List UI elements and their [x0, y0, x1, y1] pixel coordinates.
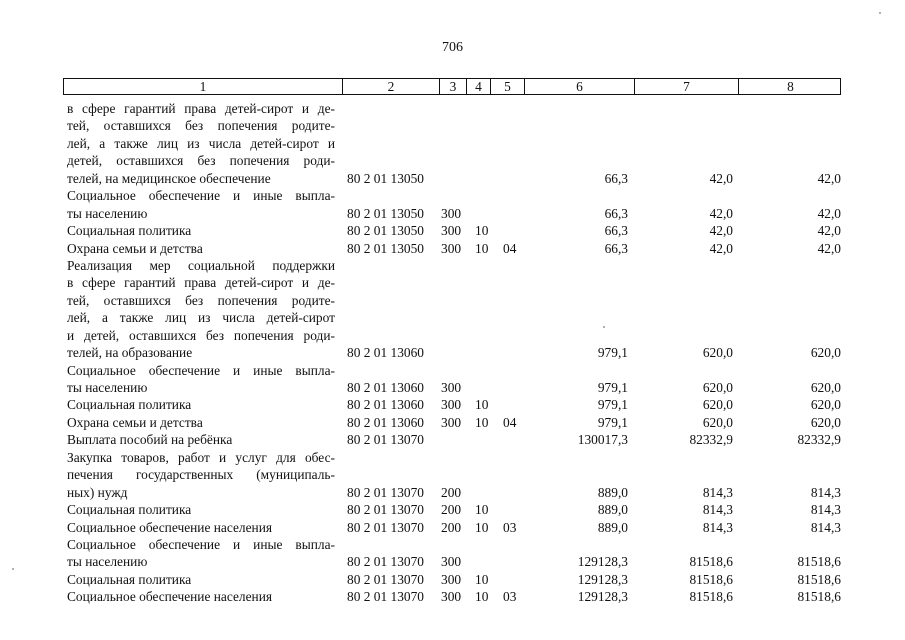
- table-row: [0, 431, 905, 448]
- row-value-col8: 814,3: [810, 519, 841, 535]
- row-value-col6: 979,1: [597, 380, 628, 395]
- row-expense-type: 300: [441, 380, 462, 395]
- row-value-col8: 620,0: [810, 414, 841, 430]
- table-row: [0, 257, 905, 274]
- table-row: [0, 205, 905, 222]
- row-value-col6: 889,0: [597, 502, 628, 518]
- row-section: 10: [475, 414, 489, 430]
- table-row: [0, 519, 905, 536]
- row-expense-type: 300: [441, 240, 462, 256]
- row-value-col8: 814,3: [810, 484, 841, 500]
- row-code: 80 2 01 13050: [347, 240, 424, 256]
- table-row: [0, 396, 905, 413]
- table-row: [0, 100, 905, 117]
- row-value-col8: 620,0: [810, 345, 841, 361]
- row-name: тей, оставшихся без попечения родите-: [67, 292, 335, 308]
- row-name: Охрана семьи и детства: [67, 414, 203, 430]
- row-name: ты населению: [67, 380, 148, 395]
- row-value-col8: 81518,6: [797, 589, 841, 605]
- table-row: [0, 135, 905, 152]
- row-name: ты населению: [67, 205, 148, 221]
- table-row: [0, 362, 905, 379]
- table-row: [0, 170, 905, 187]
- row-section: 10: [475, 502, 489, 518]
- table-row: [0, 240, 905, 257]
- row-value-col8: 81518,6: [797, 571, 841, 587]
- table-header: [63, 78, 841, 95]
- header-col-8: 8: [787, 79, 794, 94]
- row-name: и детей, оставшихся без попечения роди-: [67, 327, 335, 343]
- row-subsection: 04: [503, 240, 517, 256]
- table-row: [0, 449, 905, 466]
- row-value-col6: 129128,3: [577, 554, 628, 570]
- row-value-col7: 620,0: [702, 380, 733, 395]
- row-section: 10: [475, 589, 489, 605]
- row-code: 80 2 01 13070: [347, 432, 424, 448]
- row-name: Социальное обеспечение населения: [67, 519, 273, 535]
- table-row: [0, 588, 905, 605]
- row-value-col8: 42,0: [817, 223, 841, 239]
- row-name: лей, а также лиц из числа детей-сирот: [67, 310, 335, 326]
- row-name: Социальное обеспечение и иные выпла-: [67, 188, 335, 204]
- row-expense-type: 300: [441, 554, 462, 570]
- row-value-col7: 42,0: [709, 205, 733, 221]
- row-code: 80 2 01 13060: [347, 414, 424, 430]
- row-value-col6: 979,1: [597, 397, 628, 413]
- row-value-col6: 979,1: [597, 414, 628, 430]
- row-value-col8: 42,0: [817, 205, 841, 221]
- table-row: [0, 536, 905, 553]
- row-expense-type: 300: [441, 205, 462, 221]
- table-row: [0, 466, 905, 483]
- row-section: 10: [475, 519, 489, 535]
- row-name: Социальное обеспечение населения: [67, 589, 273, 605]
- row-section: 10: [475, 223, 489, 239]
- table-row: [0, 553, 905, 570]
- row-value-col7: 42,0: [709, 223, 733, 239]
- row-expense-type: 300: [441, 589, 462, 605]
- row-code: 80 2 01 13070: [347, 589, 424, 605]
- table-row: [0, 414, 905, 431]
- row-name: Социальное обеспечение и иные выпла-: [67, 362, 335, 378]
- row-code: 80 2 01 13050: [347, 170, 424, 186]
- table-row: [0, 327, 905, 344]
- row-name: ных) нужд: [67, 484, 128, 500]
- row-name: Социальная политика: [67, 571, 192, 587]
- row-value-col8: 620,0: [810, 380, 841, 395]
- header-col-6: 6: [525, 79, 635, 94]
- header-col-1: 1: [64, 79, 343, 94]
- row-value-col6: 66,3: [604, 205, 628, 221]
- row-code: 80 2 01 13070: [347, 554, 424, 570]
- table-row: [0, 117, 905, 134]
- row-value-col8: 82332,9: [797, 432, 841, 448]
- row-name: Охрана семьи и детства: [67, 240, 203, 256]
- row-value-col7: 81518,6: [689, 554, 733, 570]
- row-name: в сфере гарантий права детей-сирот и де-: [67, 101, 335, 116]
- scan-speck: [879, 12, 881, 14]
- row-name: в сфере гарантий права детей-сирот и де-: [67, 275, 335, 291]
- row-value-col8: 620,0: [810, 397, 841, 413]
- row-section: 10: [475, 240, 489, 256]
- table-row: [0, 571, 905, 588]
- page-number: 706: [442, 40, 463, 55]
- row-value-col8: 42,0: [817, 240, 841, 256]
- row-section: 10: [475, 571, 489, 587]
- table-body: [0, 100, 905, 606]
- row-subsection: 04: [503, 414, 517, 430]
- row-name: Социальная политика: [67, 223, 192, 239]
- row-name: лей, а также лиц из числа детей-сирот и: [67, 135, 335, 151]
- row-name: Выплата пособий на ребёнка: [67, 432, 233, 448]
- row-value-col6: 66,3: [604, 170, 628, 186]
- row-code: 80 2 01 13050: [347, 205, 424, 221]
- table-row: [0, 274, 905, 291]
- row-value-col7: 81518,6: [689, 589, 733, 605]
- row-name: печения государственных (муниципаль-: [67, 467, 335, 483]
- row-value-col6: 66,3: [604, 223, 628, 239]
- row-value-col6: 66,3: [604, 240, 628, 256]
- table-row: [0, 344, 905, 361]
- row-value-col6: 889,0: [597, 519, 628, 535]
- row-code: 80 2 01 13060: [347, 397, 424, 413]
- row-code: 80 2 01 13070: [347, 519, 424, 535]
- row-value-col7: 620,0: [702, 414, 733, 430]
- table-row: [0, 152, 905, 169]
- row-value-col8: 81518,6: [797, 554, 841, 570]
- row-section: 10: [475, 397, 489, 413]
- row-expense-type: 200: [441, 484, 462, 500]
- table-row: [0, 484, 905, 501]
- row-value-col7: 814,3: [702, 484, 733, 500]
- table-row: [0, 222, 905, 239]
- scan-speck: [603, 326, 605, 328]
- row-expense-type: 300: [441, 414, 462, 430]
- row-value-col7: 620,0: [702, 397, 733, 413]
- header-col-4: 4: [467, 79, 491, 94]
- table-row: [0, 187, 905, 204]
- row-expense-type: 300: [441, 397, 462, 413]
- row-code: 80 2 01 13060: [347, 345, 424, 361]
- row-name: ты населению: [67, 554, 148, 570]
- table-row: [0, 379, 905, 396]
- row-name: детей, оставшихся без попечения роди-: [67, 153, 335, 169]
- row-value-col8: 814,3: [810, 502, 841, 518]
- header-col-7: 7: [635, 79, 739, 94]
- row-value-col7: 82332,9: [689, 432, 733, 448]
- row-value-col6: 130017,3: [577, 432, 628, 448]
- row-value-col6: 889,0: [597, 484, 628, 500]
- row-value-col7: 814,3: [702, 519, 733, 535]
- row-value-col6: 129128,3: [577, 589, 628, 605]
- row-name: тей, оставшихся без попечения родите-: [67, 118, 335, 134]
- row-expense-type: 300: [441, 571, 462, 587]
- row-subsection: 03: [503, 519, 517, 535]
- row-value-col6: 129128,3: [577, 571, 628, 587]
- row-value-col8: 42,0: [817, 170, 841, 186]
- row-name: телей, на медицинское обеспечение: [67, 170, 271, 186]
- header-col-2: 2: [343, 79, 440, 94]
- row-subsection: 03: [503, 589, 517, 605]
- header-col-3: 3: [440, 79, 467, 94]
- row-value-col7: 814,3: [702, 502, 733, 518]
- row-name: Социальная политика: [67, 502, 192, 518]
- row-name: Закупка товаров, работ и услуг для обес-: [67, 449, 335, 465]
- row-name: телей, на образование: [67, 345, 193, 361]
- row-code: 80 2 01 13070: [347, 571, 424, 587]
- row-value-col7: 42,0: [709, 170, 733, 186]
- row-expense-type: 200: [441, 502, 462, 518]
- row-expense-type: 200: [441, 519, 462, 535]
- row-code: 80 2 01 13070: [347, 502, 424, 518]
- table-row: [0, 501, 905, 518]
- row-value-col7: 620,0: [702, 345, 733, 361]
- table-row: [0, 292, 905, 309]
- row-code: 80 2 01 13070: [347, 484, 424, 500]
- row-name: Реализация мер социальной поддержки: [67, 257, 335, 273]
- row-name: Социальная политика: [67, 397, 192, 413]
- row-code: 80 2 01 13050: [347, 223, 424, 239]
- row-value-col7: 42,0: [709, 240, 733, 256]
- row-value-col6: 979,1: [597, 345, 628, 361]
- row-value-col7: 81518,6: [689, 571, 733, 587]
- header-col-5: 5: [491, 79, 525, 94]
- scan-speck: [12, 568, 14, 570]
- row-code: 80 2 01 13060: [347, 380, 424, 395]
- table-row: [0, 309, 905, 326]
- row-expense-type: 300: [441, 223, 462, 239]
- row-name: Социальное обеспечение и иные выпла-: [67, 536, 335, 552]
